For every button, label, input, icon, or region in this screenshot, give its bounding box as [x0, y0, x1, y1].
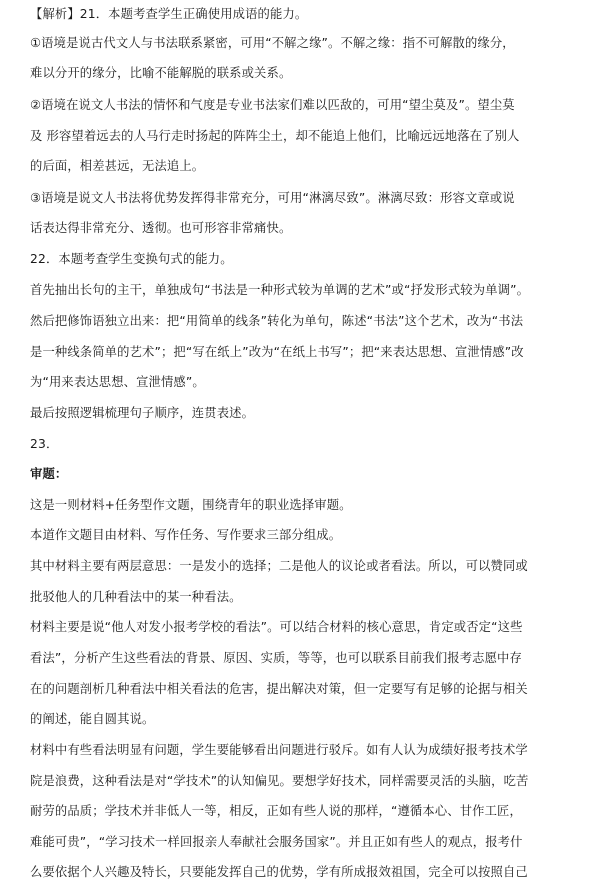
text-line-27: 耐劳的品质；学技术并非低人一等，相反，正如有些人说的那样，“遵循本心、甘作工匠，: [30, 804, 522, 818]
text-line-15: 23．: [30, 437, 59, 451]
text-line-8: 话表达得非常充分、透彻。也可形容非常痛快。: [30, 221, 292, 235]
text-line-23: 在的问题剖析几种看法中相关看法的危害，提出解决对策，但一定要写有足够的论据与相关: [30, 682, 528, 696]
text-line-10: 首先抽出长句的主干，单独成句“书法是一种形式较为单调的艺术”或“抒发形式较为单调”。: [30, 283, 530, 297]
text-line-14: 最后按照逻辑梳理句子顺序，连贯表述。: [30, 406, 255, 420]
text-line-18: 本道作文题目由材料、写作任务、写作要求三部分组成。: [30, 528, 342, 542]
text-line-20: 批驳他人的几种看法中的某一种看法。: [30, 590, 242, 604]
section-heading-review: 审题：: [30, 467, 68, 481]
text-line-5: 及 形容望着远去的人马行走时扬起的阵阵尘土，却不能追上他们，比喻远远地落在了别人: [30, 129, 520, 143]
text-line-2: ①语境是说古代文人与书法联系紧密，可用“不解之缘”。不解之缘：指不可解散的缘分，: [30, 36, 515, 50]
text-line-28: 难能可贵”，“学习技术一样回报亲人奉献社会服务国家”。并且正如有些人的观点，报考什: [30, 835, 523, 849]
text-line-22: 看法”，分析产生这些看法的背景、原因、实质，等等，也可以联系目前我们报考志愿中存: [30, 651, 522, 665]
text-line-26: 院是浪费，这种看法是对“学技术”的认知偏见。要想学好技术，同样需要灵活的头脑，吃苦: [30, 774, 529, 788]
text-line-17: 这是一则材料+任务型作文题，围绕青年的职业选择审题。: [30, 498, 352, 512]
text-line-29: 么要依据个人兴趣及特长，只要能发挥自己的优势，学有所成报效祖国，完全可以按照自己: [30, 865, 528, 879]
text-line-25: 材料中有些看法明显有问题，学生要能够看出问题进行驳斥。如有人认为成绩好报考技术学: [30, 743, 528, 757]
text-line-24: 的阐述，能自圆其说。: [30, 712, 155, 726]
text-line-13: 为“用来表达思想、宣泄情感”。: [30, 375, 205, 389]
text-line-12: 是一种线条简单的艺术”；把“写在纸上”改为“在纸上书写”；把“来表达思想、宣泄情感”改: [30, 345, 524, 359]
text-line-11: 然后把修饰语独立出来：把“用简单的线条”转化为单句，陈述“书法”这个艺术，改为“书法: [30, 314, 524, 328]
text-line-3: 难以分开的缘分，比喻不能解脱的联系或关系。: [30, 66, 292, 80]
text-line-7: ③语境是说文人书法将优势发挥得非常充分，可用“淋漓尽致”。淋漓尽致：形容文章或说: [30, 191, 515, 205]
text-line-1: 【解析】21．本题考查学生正确使用成语的能力。: [30, 7, 308, 21]
text-line-21: 材料主要是说“他人对发小报考学校的看法”。可以结合材料的核心意思，肯定或否定“这些: [30, 620, 523, 634]
text-line-4: ②语境在说文人书法的情怀和气度是专业书法家们难以匹敌的，可用“望尘莫及”。望尘莫: [30, 98, 515, 112]
text-line-9: 22．本题考查学生变换句式的能力。: [30, 252, 233, 266]
text-line-6: 的后面，相差甚远，无法追上。: [30, 159, 205, 173]
text-line-19: 其中材料主要有两层意思：一是发小的选择；二是他人的议论或者看法。所以，可以赞同或: [30, 559, 528, 573]
